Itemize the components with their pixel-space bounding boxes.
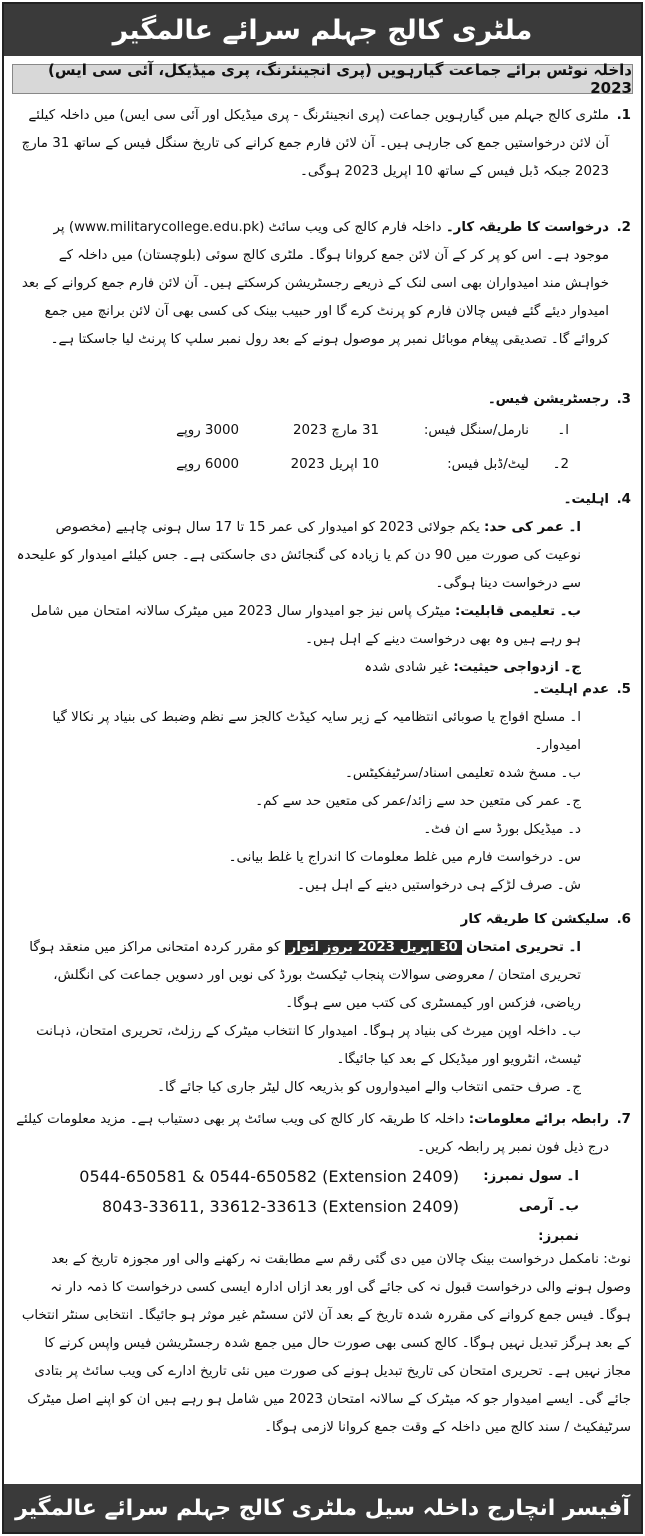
section-4-label: اہلیت۔ [563, 492, 609, 507]
section-number: 5. [616, 682, 631, 697]
header-title: ملٹری کالج جہلم سرائے عالمگیر [4, 4, 641, 56]
phone-label: ا۔ سول نمبرز: [483, 1169, 579, 1184]
list-item: س۔ درخواست فارم میں غلط معلومات کا اندراج یا غلط بیانی۔ [228, 850, 581, 865]
selection-merit: ب۔ داخلہ اوپن میرٹ کی بنیاد پر ہوگا۔ امیدوار کا انتخاب میٹرک کے رزلٹ، تحریری امتحان، ذہانت ٹیسٹ، انٹرویو اور میڈیکل کے بعد کیا جائیگا۔ [36, 1024, 581, 1067]
section-number: 1. [616, 108, 631, 123]
education-label: ب۔ تعلیمی قابلیت: [455, 604, 581, 619]
note-text: نوٹ: نامکمل درخواست بینک چالان میں دی گئی رقم سے مطابقت نہ رکھنے والی اور مجوزہ تاریخ کے بعد وصول ہونے والی درخواست قبول نہ کی جائے گی اور بعد ازاں ادارہ ایسی کسی درخواست کا ذمہ دار نہ ہوگا۔ فیس جمع کروانے کی مقررہ شدہ تاریخ کے بعد آن لائن سسٹم غیر موثر ہو جائیگا۔ انتخابی سنٹر انتخاب کے بعد ہرگز تبدیل نہیں ہوگا۔ کالج کسی بھی صورت حال میں جمع شدہ رجسٹریشن فیس واپس کرنے کا مجاز نہیں ہے۔ تحریری امتحان کی تاریخ تبدیل ہونے کی صورت میں نئی تاریخ ادارے کی ویب سائٹ پر بتادی جائے گی۔ ایسے امیدوار جو کہ میٹرک کے سالانہ امتحان 2023 میں شامل ہو رہے ہیں ان کو اپنے اصل میٹرک سرٹیفکیٹ / سند کالج میں داخلہ کے وقت جمع کروانا لازمی ہوگا۔ [21, 1252, 631, 1435]
section-4 [16, 486, 631, 676]
fee-index: ا۔ [557, 423, 569, 438]
eligibility-education [16, 598, 609, 654]
fee-date: 31 مارچ 2023 [292, 423, 379, 438]
section-2-text: داخلہ فارم کالج کی ویب سائٹ (www.militarycollege.edu.pk) پر موجود ہے۔ اس کو پر کر کے آن لائن جمع کروانا ہوگا۔ ملٹری کالج سوئی (بلوچستان) میں داخلہ کے خواہش مند امیدواران بھی اسی لنک کے ذریعے رجسٹریشن کرسکتے ہیں۔ آن لائن فارم جمع کروانے کے بعد امیدوار دیئے گئے فیس چالان فارم کو پرنٹ کرے گا اور حبیب بینک کی کسی بھی آن لائن برانچ میں جمع کروائے گا۔ تصدیقی پیغام موبائل نمبر پر موصول ہونے کے بعد رول نمبر سلپ کا پرنٹ لیا جاسکتا ہے۔ [21, 220, 609, 347]
section-number: 4. [616, 492, 631, 507]
section-7-label: رابطہ برائے معلومات: [468, 1112, 609, 1127]
section-1-text: ملٹری کالج جہلم میں گیارہویں جماعت (پری انجینئرنگ - پری میڈیکل اور آئی سی ایس) میں داخلہ کیلئے آن لائن درخواستیں جمع کی جارہی ہیں۔ آن لائن فارم جمع کرانے کی تاریخ سنگل فیس کے ساتھ 31 مارچ 2023 جبکہ ڈبل فیس کے ساتھ 10 اپریل 2023 ہوگی۔ [21, 108, 609, 179]
fee-type: لیٹ/ڈبل فیس: [447, 457, 529, 472]
section-2-label: درخواست کا طریقہ کار۔ [445, 220, 609, 235]
list-item: ب۔ مسخ شدہ تعلیمی اسناد/سرٹیفکیٹس۔ [345, 766, 581, 781]
section-number: 6. [616, 912, 631, 927]
age-text: یکم جولائی 2023 کو امیدوار کی عمر 15 تا 17 سال ہونی چاہیے (مخصوص نوعیت کی صورت میں 90 دن کم یا زیادہ کی گنجائش دی جاسکتی ہے۔ جس کیلئے امیدوار کو علیحدہ سے درخواست دینا ہوگی۔ [16, 520, 581, 591]
test-text: کو مقرر کردہ امتحانی مراکز میں منعقد ہوگا تحریری امتحان / معروضی سوالات پنجاب ٹیکسٹ بورڈ کی نویں اور دسویں جماعت کی انگلش، ریاضی، فزکس اور کیمسٹری کی کتب میں سے ہوگا۔ [29, 940, 581, 1011]
phone-row [16, 1162, 609, 1192]
notice-page [2, 2, 643, 1534]
marital-text: غیر شادی شدہ [364, 660, 450, 675]
phone-row [16, 1192, 609, 1252]
fee-index: 2۔ [552, 457, 569, 472]
section-3-label: رجسٹریشن فیس۔ [487, 392, 609, 407]
selection-written-test [16, 934, 609, 1018]
test-date: 30 اپریل 2023 بروز اتوار [285, 940, 462, 955]
fee-date: 10 اپریل 2023 [290, 457, 379, 472]
age-label: ا۔ عمر کی حد: [484, 520, 581, 535]
list-item: ا۔ مسلح افواج یا صوبائی انتظامیہ کے زیر سایہ کیڈٹ کالجز سے نظم وضبط کی بنیاد پر نکالا گیا امیدوار۔ [52, 710, 581, 753]
fee-amount: 3000 روپے [176, 423, 239, 438]
section-6-label: سلیکشن کا طریقہ کار [460, 912, 609, 927]
phone-value: 0544-650581 & 0544-650582 (Extension 2409) [79, 1167, 459, 1186]
section-6 [16, 906, 631, 1106]
selection-final: ج۔ صرف حتمی انتخاب والے امیدواروں کو بذریعہ کال لیٹر جاری کیا جائے گا۔ [157, 1080, 581, 1095]
fee-amount: 6000 روپے [176, 457, 239, 472]
list-item: د۔ میڈیکل بورڈ سے ان فٹ۔ [423, 822, 581, 837]
section-1 [16, 102, 631, 214]
section-number: 2. [616, 220, 631, 235]
section-5-label: عدم اہلیت۔ [532, 682, 609, 697]
section-7-text: داخلہ کا طریقہ کار کالج کی ویب سائٹ پر بھی دستیاب ہے۔ مزید معلومات کیلئے درج ذیل فون نمبر پر رابطہ کریں۔ [16, 1112, 609, 1155]
section-5 [16, 676, 631, 906]
section-number: 3. [616, 392, 631, 407]
eligibility-age [16, 514, 609, 598]
phone-label: ب۔ آرمی نمبرز: [518, 1199, 579, 1244]
section-number: 7. [616, 1112, 631, 1127]
section-7 [16, 1106, 631, 1246]
section-2 [16, 214, 631, 386]
list-item: ج۔ عمر کی متعین حد سے زائد/عمر کی متعین حد سے کم۔ [255, 794, 581, 809]
list-item: ش۔ صرف لڑکے ہی درخواستیں دینے کے اہل ہیں۔ [297, 878, 581, 893]
notice-content [16, 102, 631, 1442]
note [16, 1246, 631, 1442]
fee-row [16, 448, 609, 482]
notice-title: داخلہ نوٹس برائے جماعت گیارہویں (پری انجینئرنگ، پری میڈیکل، آئی سی ایس) 2023 [12, 64, 633, 94]
phone-value: 8043-33611, 33612-33613 (Extension 2409) [101, 1197, 459, 1216]
section-3 [16, 386, 631, 486]
test-label: ا۔ تحریری امتحان [466, 940, 581, 955]
fee-row [16, 414, 609, 448]
marital-label: ج۔ ازدواجی حیثیت: [453, 660, 581, 675]
fee-type: نارمل/سنگل فیس: [423, 423, 529, 438]
footer-signature: آفیسر انچارج داخلہ سیل ملٹری کالج جہلم سرائے عالمگیر [4, 1484, 641, 1532]
education-text: میٹرک پاس نیز جو امیدوار سال 2023 میں میٹرک سالانہ امتحان میں شامل ہو رہے ہیں وہ بھی درخواست دینے کے اہل ہیں۔ [30, 604, 581, 647]
